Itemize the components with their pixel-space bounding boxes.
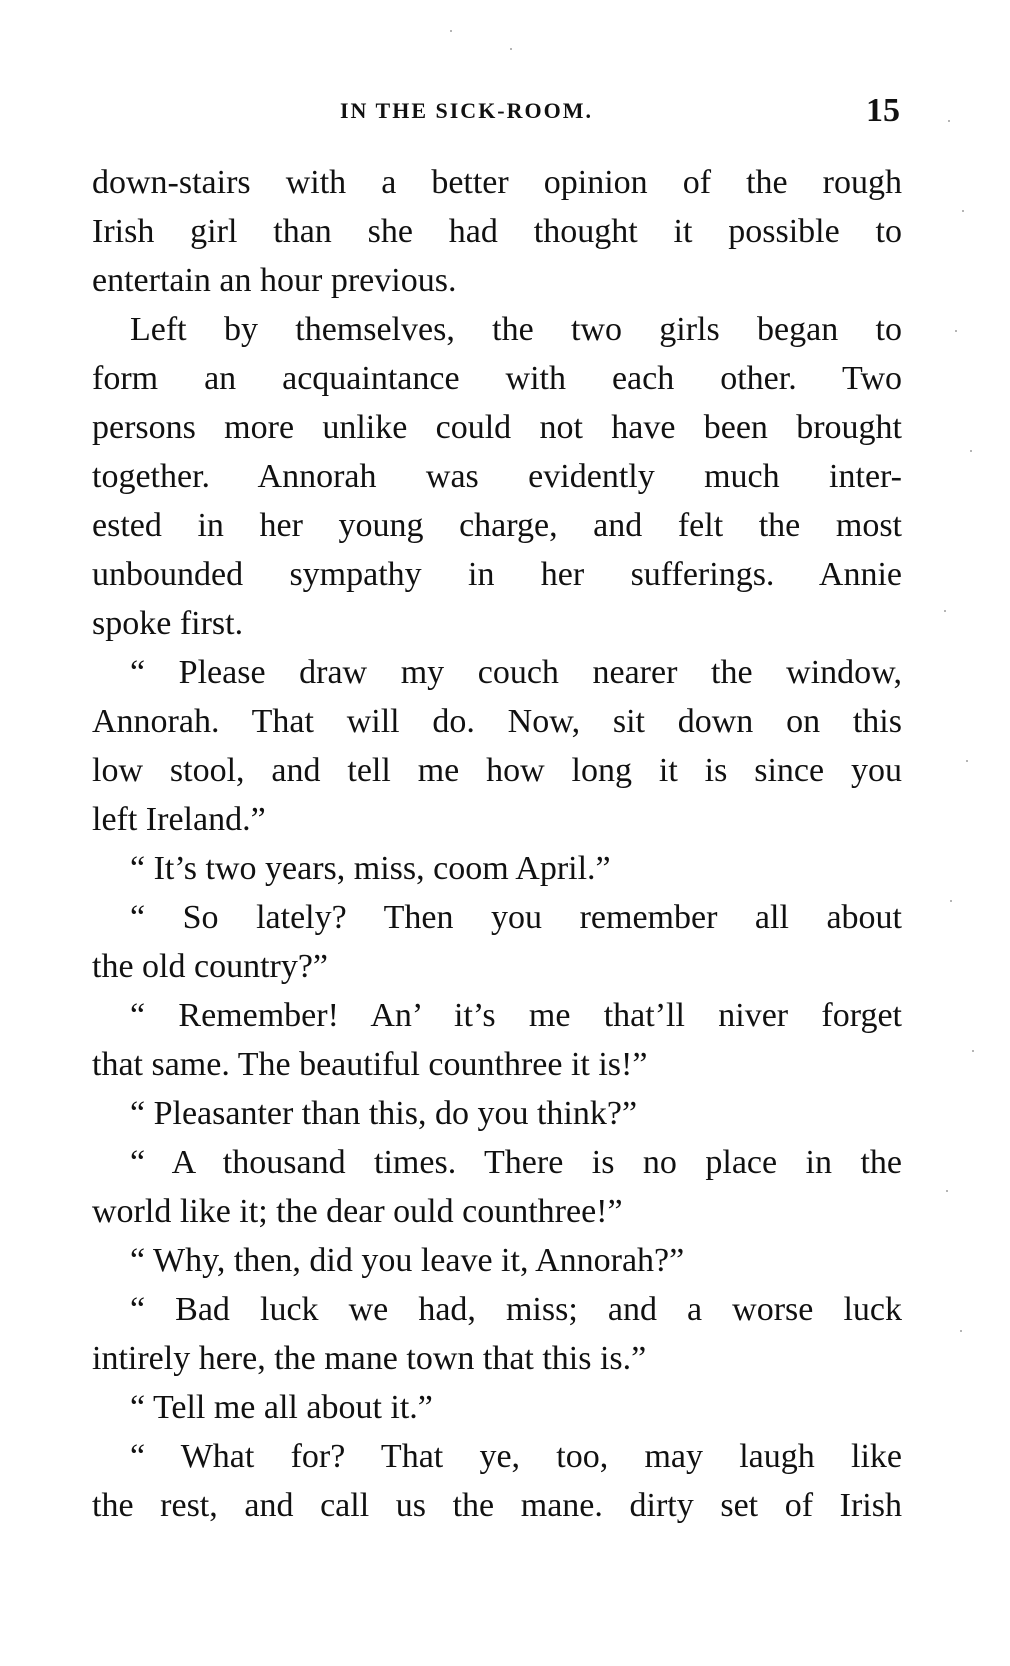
speck (960, 1330, 962, 1332)
speck (970, 450, 972, 452)
text-line: form an acquaintance with each other. Two (92, 360, 902, 397)
text-line: “ Bad luck we had, miss; and a worse luck (130, 1291, 902, 1328)
text-line: “ Pleasanter than this, do you think?” (130, 1095, 638, 1132)
running-head (92, 92, 902, 132)
text-line: low stool, and tell me how long it is since you (92, 752, 902, 789)
text-line: the old country?” (92, 948, 329, 985)
text-line: “ So lately? Then you remember all about (130, 899, 902, 936)
text-line: together. Annorah was evidently much inter- (92, 458, 902, 495)
page-number: 15 (866, 92, 900, 129)
text-line: Left by themselves, the two girls began to (130, 311, 902, 348)
speck (966, 760, 968, 762)
text-line: “ It’s two years, miss, coom April.” (130, 850, 611, 887)
speck (946, 1190, 948, 1192)
text-line: “ What for? That ye, too, may laugh like (130, 1438, 902, 1475)
text-line: unbounded sympathy in her sufferings. Annie (92, 556, 902, 593)
text-line: down-stairs with a better opinion of the rough (92, 164, 902, 201)
speck (955, 330, 957, 332)
speck (962, 210, 964, 212)
speck (950, 900, 952, 902)
text-line: intirely here, the mane town that this is.” (92, 1340, 647, 1377)
text-line: “ Please draw my couch nearer the window, (130, 654, 902, 691)
text-line: “ Tell me all about it.” (130, 1389, 433, 1426)
text-line: Irish girl than she had thought it possible to (92, 213, 902, 250)
text-line: persons more unlike could not have been brought (92, 409, 902, 446)
body-text (92, 158, 902, 1530)
text-line: that same. The beautiful counthree it is!” (92, 1046, 648, 1083)
text-line: “ A thousand times. There is no place in the (130, 1144, 902, 1181)
speck (948, 120, 950, 122)
speck (510, 48, 512, 50)
text-line: the rest, and call us the mane. dirty set of Irish (92, 1487, 902, 1524)
text-line: “ Why, then, did you leave it, Annorah?” (130, 1242, 685, 1279)
speck (450, 30, 452, 32)
running-title: IN THE SICK-ROOM. (340, 98, 594, 123)
speck (944, 610, 946, 612)
text-line: Annorah. That will do. Now, sit down on this (92, 703, 902, 740)
text-line: world like it; the dear ould counthree!” (92, 1193, 623, 1230)
text-line: “ Remember! An’ it’s me that’ll niver forget (130, 997, 902, 1034)
text-line: left Ireland.” (92, 801, 266, 838)
text-line: ested in her young charge, and felt the most (92, 507, 902, 544)
text-line: entertain an hour previous. (92, 262, 457, 299)
speck (972, 1050, 974, 1052)
text-line: spoke first. (92, 605, 244, 642)
